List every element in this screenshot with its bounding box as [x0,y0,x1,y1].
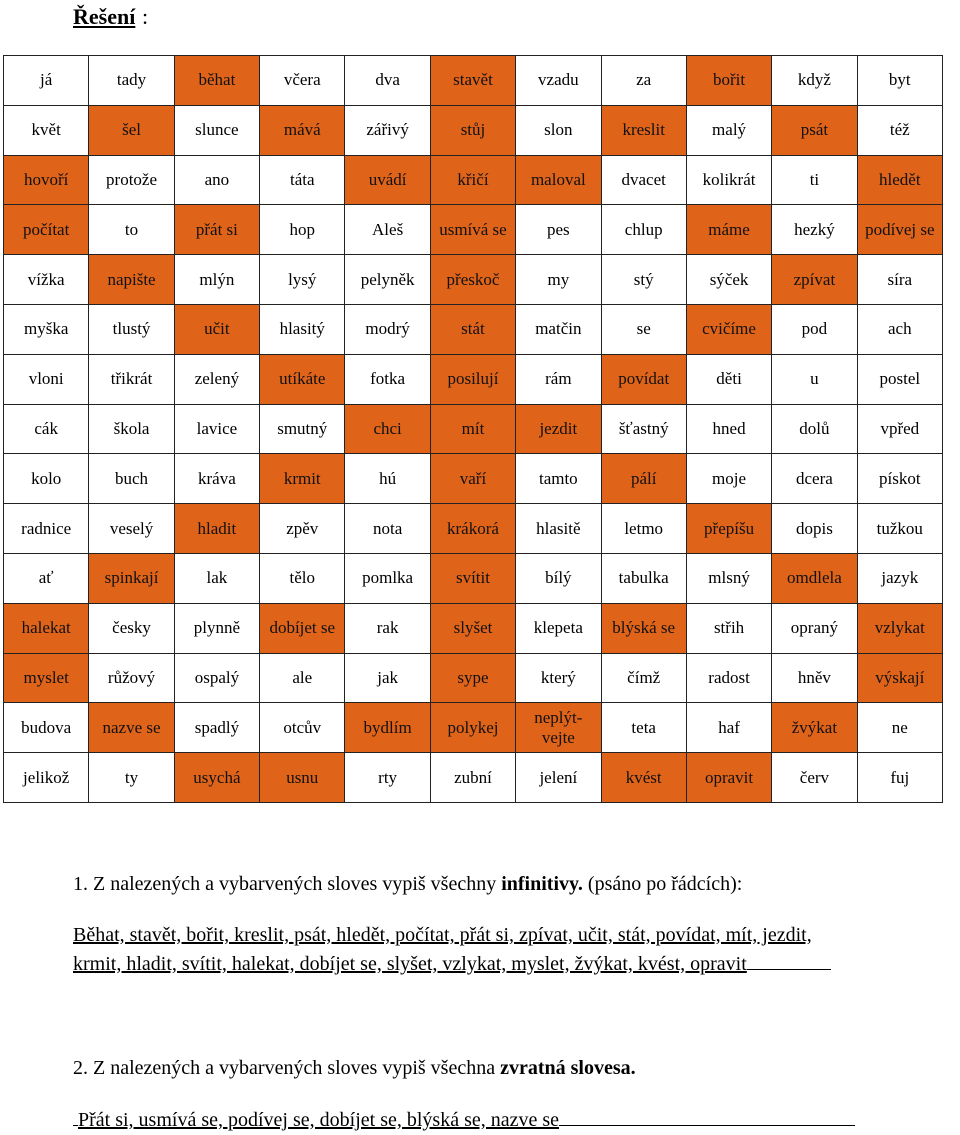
grid-cell: ale [260,653,345,703]
grid-cell: chlup [601,205,686,255]
grid-cell: česky [89,603,174,653]
grid-cell: hezký [772,205,857,255]
grid-cell: hněv [772,653,857,703]
answer-1-line-2: krmit, hladit, svítit, halekat, dobíjet se, slyšet, vzlykat, myslet, žvýkat, kvést, opravit [73,953,747,975]
grid-cell: dolů [772,404,857,454]
grid-cell: pes [516,205,601,255]
grid-cell: včera [260,56,345,106]
grid-cell: dcera [772,454,857,504]
grid-cell: mlsný [686,553,771,603]
grid-cell: vpřed [857,404,942,454]
grid-cell: cák [4,404,89,454]
grid-cell: kreslit [601,105,686,155]
grid-cell: jelení [516,753,601,803]
grid-cell: plynně [174,603,259,653]
grid-cell: spinkají [89,553,174,603]
grid-cell: máme [686,205,771,255]
grid-cell: sype [430,653,515,703]
grid-cell: tělo [260,553,345,603]
grid-cell: tlustý [89,304,174,354]
question-2-text: 2. Z nalezených a vybarvených sloves vypiš všechna [73,1057,501,1079]
grid-row [4,304,943,354]
grid-cell: my [516,255,601,305]
grid-cell: hú [345,454,430,504]
grid-cell: hlasitě [516,504,601,554]
grid-cell: tužkou [857,504,942,554]
grid-cell: slyšet [430,603,515,653]
question-1-text: 1. Z nalezených a vybarvených sloves vypiš všechny [73,873,502,895]
grid-cell: opravit [686,753,771,803]
grid-cell: který [516,653,601,703]
grid-cell: křičí [430,155,515,205]
grid-cell: byt [857,56,942,106]
question-1 [73,872,742,896]
grid-cell: ano [174,155,259,205]
grid-cell: hledět [857,155,942,205]
grid-cell: Aleš [345,205,430,255]
grid-cell: mít [430,404,515,454]
grid-cell: rám [516,354,601,404]
grid-row [4,454,943,504]
grid-cell: to [89,205,174,255]
grid-cell: hop [260,205,345,255]
grid-cell: otcův [260,703,345,753]
grid-cell: stůj [430,105,515,155]
grid-cell: podívej se [857,205,942,255]
grid-cell: krákorá [430,504,515,554]
grid-cell: za [601,56,686,106]
grid-cell: cvičíme [686,304,771,354]
grid-cell: výskají [857,653,942,703]
grid-cell: nota [345,504,430,554]
grid-cell: vloni [4,354,89,404]
grid-cell: matčin [516,304,601,354]
grid-cell: polykej [430,703,515,753]
grid-cell: svítit [430,553,515,603]
grid-cell: psát [772,105,857,155]
grid-cell: jazyk [857,553,942,603]
grid-cell: radost [686,653,771,703]
grid-cell: střih [686,603,771,653]
grid-cell: táta [260,155,345,205]
grid-cell: květ [4,105,89,155]
grid-cell: postel [857,354,942,404]
grid-cell: pomlka [345,553,430,603]
grid-cell: zelený [174,354,259,404]
grid-cell: kolikrát [686,155,771,205]
question-1-suffix: (psáno po řádcích): [582,873,743,895]
grid-cell: spadlý [174,703,259,753]
grid-cell: hovoří [4,155,89,205]
grid-cell: zubní [430,753,515,803]
grid-cell: čímž [601,653,686,703]
grid-cell: buch [89,454,174,504]
grid-cell: smutný [260,404,345,454]
grid-cell: žvýkat [772,703,857,753]
grid-cell: vzlykat [857,603,942,653]
grid-cell: kvést [601,753,686,803]
grid-cell: lavice [174,404,259,454]
grid-row [4,105,943,155]
grid-cell: letmo [601,504,686,554]
grid-cell: hlasitý [260,304,345,354]
grid-cell: lysý [260,255,345,305]
grid-cell: slon [516,105,601,155]
answer-1-line-1: Běhat, stavět, bořit, kreslit, psát, hledět, počítat, přát si, zpívat, učit, stát, povídat, mít, jezdit, [73,924,812,946]
grid-cell: přepíšu [686,504,771,554]
grid-cell: posilují [430,354,515,404]
grid-cell: ti [772,155,857,205]
grid-row [4,703,943,753]
grid-row [4,553,943,603]
grid-cell: zářivý [345,105,430,155]
grid-cell: ať [4,553,89,603]
word-grid-body [4,56,943,803]
grid-cell: červ [772,753,857,803]
grid-cell: klepeta [516,603,601,653]
grid-cell: utíkáte [260,354,345,404]
grid-row [4,603,943,653]
grid-cell: mlýn [174,255,259,305]
grid-cell: rty [345,753,430,803]
grid-cell: uvádí [345,155,430,205]
grid-cell: povídat [601,354,686,404]
grid-cell: vaří [430,454,515,504]
grid-cell: omdlela [772,553,857,603]
grid-cell: učit [174,304,259,354]
question-2 [73,1056,636,1080]
grid-row [4,653,943,703]
grid-cell: běhat [174,56,259,106]
grid-cell: se [601,304,686,354]
grid-cell: vížka [4,255,89,305]
grid-cell: maloval [516,155,601,205]
answer-2-blank [559,1124,855,1126]
grid-cell: jak [345,653,430,703]
grid-cell: blýská se [601,603,686,653]
grid-cell: bořit [686,56,771,106]
grid-cell: pískot [857,454,942,504]
grid-cell: rak [345,603,430,653]
grid-row [4,205,943,255]
grid-cell: šťastný [601,404,686,454]
answer-2 [73,1106,855,1135]
grid-cell: teta [601,703,686,753]
word-grid [3,55,943,803]
answer-2-line-1: Přát si, usmívá se, podívej se, dobíjet se, blýská se, nazve se [78,1109,560,1131]
grid-cell: ospalý [174,653,259,703]
grid-cell: tamto [516,454,601,504]
grid-cell: síra [857,255,942,305]
grid-cell: lak [174,553,259,603]
grid-cell: bydlím [345,703,430,753]
grid-cell: počítat [4,205,89,255]
grid-cell: stavět [430,56,515,106]
question-1-keyword: infinitivy. [501,873,583,895]
grid-cell: ty [89,753,174,803]
grid-cell: dva [345,56,430,106]
grid-cell: malý [686,105,771,155]
grid-cell: já [4,56,89,106]
grid-cell: stý [601,255,686,305]
answer-1-line-2-wrap [73,950,831,979]
grid-cell: jelikož [4,753,89,803]
grid-cell: radnice [4,504,89,554]
grid-cell: napište [89,255,174,305]
grid-cell: vzadu [516,56,601,106]
grid-cell: pálí [601,454,686,504]
grid-cell: jezdit [516,404,601,454]
grid-cell: když [772,56,857,106]
grid-cell: hladit [174,504,259,554]
grid-cell: protože [89,155,174,205]
heading-text: Řešení [73,4,136,29]
grid-cell: haf [686,703,771,753]
grid-cell: dopis [772,504,857,554]
grid-cell: u [772,354,857,404]
grid-cell: kráva [174,454,259,504]
grid-cell: pelyněk [345,255,430,305]
grid-cell: halekat [4,603,89,653]
grid-cell: též [857,105,942,155]
grid-cell: ne [857,703,942,753]
grid-cell: usnu [260,753,345,803]
grid-cell: krmit [260,454,345,504]
answer-1-blank [747,968,831,970]
answer-1 [73,921,831,979]
grid-cell: škola [89,404,174,454]
grid-cell: usmívá se [430,205,515,255]
grid-row [4,404,943,454]
grid-cell: modrý [345,304,430,354]
grid-row [4,56,943,106]
grid-cell: zpívat [772,255,857,305]
grid-cell: moje [686,454,771,504]
grid-cell: růžový [89,653,174,703]
grid-cell: fuj [857,753,942,803]
grid-cell: bílý [516,553,601,603]
grid-cell: přát si [174,205,259,255]
grid-cell: pod [772,304,857,354]
grid-cell: třikrát [89,354,174,404]
grid-cell: myška [4,304,89,354]
grid-cell: děti [686,354,771,404]
grid-cell: sýček [686,255,771,305]
grid-row [4,354,943,404]
grid-cell: zpěv [260,504,345,554]
grid-cell: tady [89,56,174,106]
grid-cell: veselý [89,504,174,554]
grid-row [4,255,943,305]
grid-cell: dvacet [601,155,686,205]
grid-cell: tabulka [601,553,686,603]
grid-cell: fotka [345,354,430,404]
grid-cell: neplýt-vejte [516,703,601,753]
grid-cell: chci [345,404,430,454]
grid-cell: mává [260,105,345,155]
grid-cell: nazve se [89,703,174,753]
grid-cell: ach [857,304,942,354]
grid-cell: budova [4,703,89,753]
question-2-keyword: zvratná slovesa. [500,1057,636,1079]
heading-colon: : [142,4,149,29]
grid-cell: kolo [4,454,89,504]
grid-row [4,155,943,205]
grid-row [4,504,943,554]
solution-heading [73,4,135,30]
grid-cell: dobíjet se [260,603,345,653]
grid-cell: opraný [772,603,857,653]
grid-cell: přeskoč [430,255,515,305]
grid-cell: slunce [174,105,259,155]
grid-cell: hned [686,404,771,454]
grid-row [4,753,943,803]
grid-cell: stát [430,304,515,354]
grid-cell: usychá [174,753,259,803]
grid-cell: šel [89,105,174,155]
grid-cell: myslet [4,653,89,703]
